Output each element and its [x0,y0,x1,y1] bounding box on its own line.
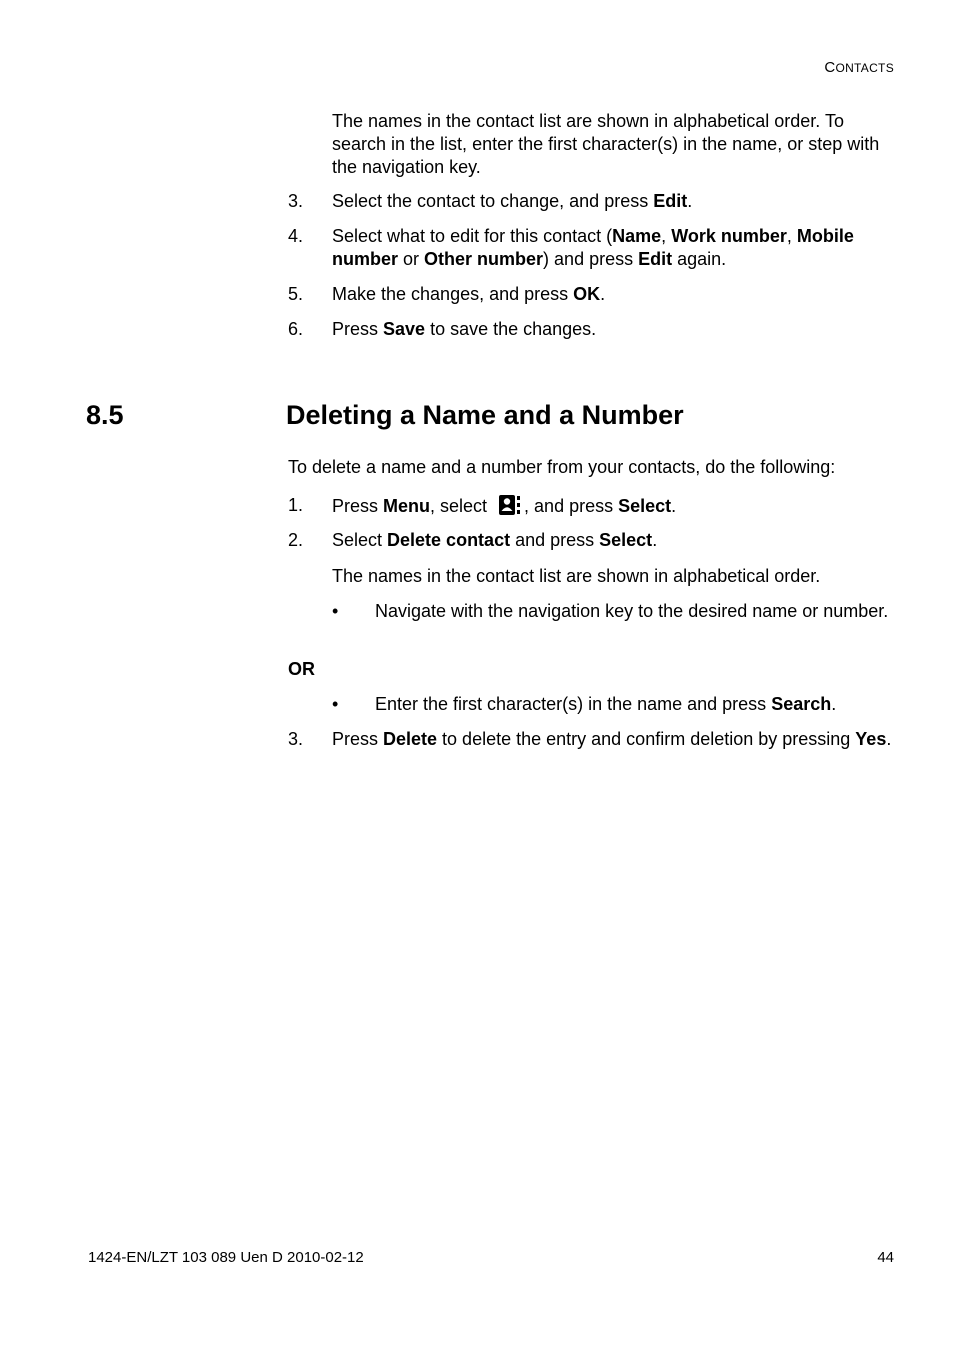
step-text: Select the contact to change, and press Edit. [332,191,693,211]
step-number: 4. [288,226,304,246]
step-number: 5. [288,284,304,304]
contacts-icon [498,494,522,522]
section-number: 8.5 [86,400,124,430]
step-text: Press Delete to delete the entry and confirm deletion by pressing Yes. [332,729,892,749]
step-number: 3. [288,191,304,211]
note-paragraph: The names in the contact list are shown in alphabetical order. [332,566,821,586]
step-number: 1. [288,495,304,515]
section-title: Deleting a Name and a Number [286,400,684,430]
footer-doc-id: 1424-EN/LZT 103 089 Uen D 2010-02-12 [88,1249,364,1266]
lead-paragraph: To delete a name and a number from your contacts, do the following: [288,457,836,477]
step-text: Make the changes, and press OK. [332,284,606,304]
step-number: 3. [288,729,304,749]
page-number: 44 [877,1249,894,1266]
or-label: OR [288,659,315,679]
step-number: 6. [288,319,304,339]
bullet-marker: • [332,601,339,621]
step-text: Select what to edit for this contact (Name, Work number, Mobile number or Other number) and press Edit again. [332,226,854,269]
step-text: Press Save to save the changes. [332,319,597,339]
bullet-marker: • [332,694,339,714]
step-text: Select Delete contact and press Select. [332,530,658,550]
step-number: 2. [288,530,304,550]
bullet-text: Enter the first character(s) in the name and press Search. [375,694,837,714]
intro-paragraph: The names in the contact list are shown in alphabetical order. To search in the list, enter the first character(s) in the name, or step with the navigation key. [332,111,880,177]
bullet-text: Navigate with the navigation key to the desired name or number. [375,601,889,621]
step-text: Press Menu, select , and press Select. [332,494,902,522]
running-header: CONTACTS [824,59,894,76]
